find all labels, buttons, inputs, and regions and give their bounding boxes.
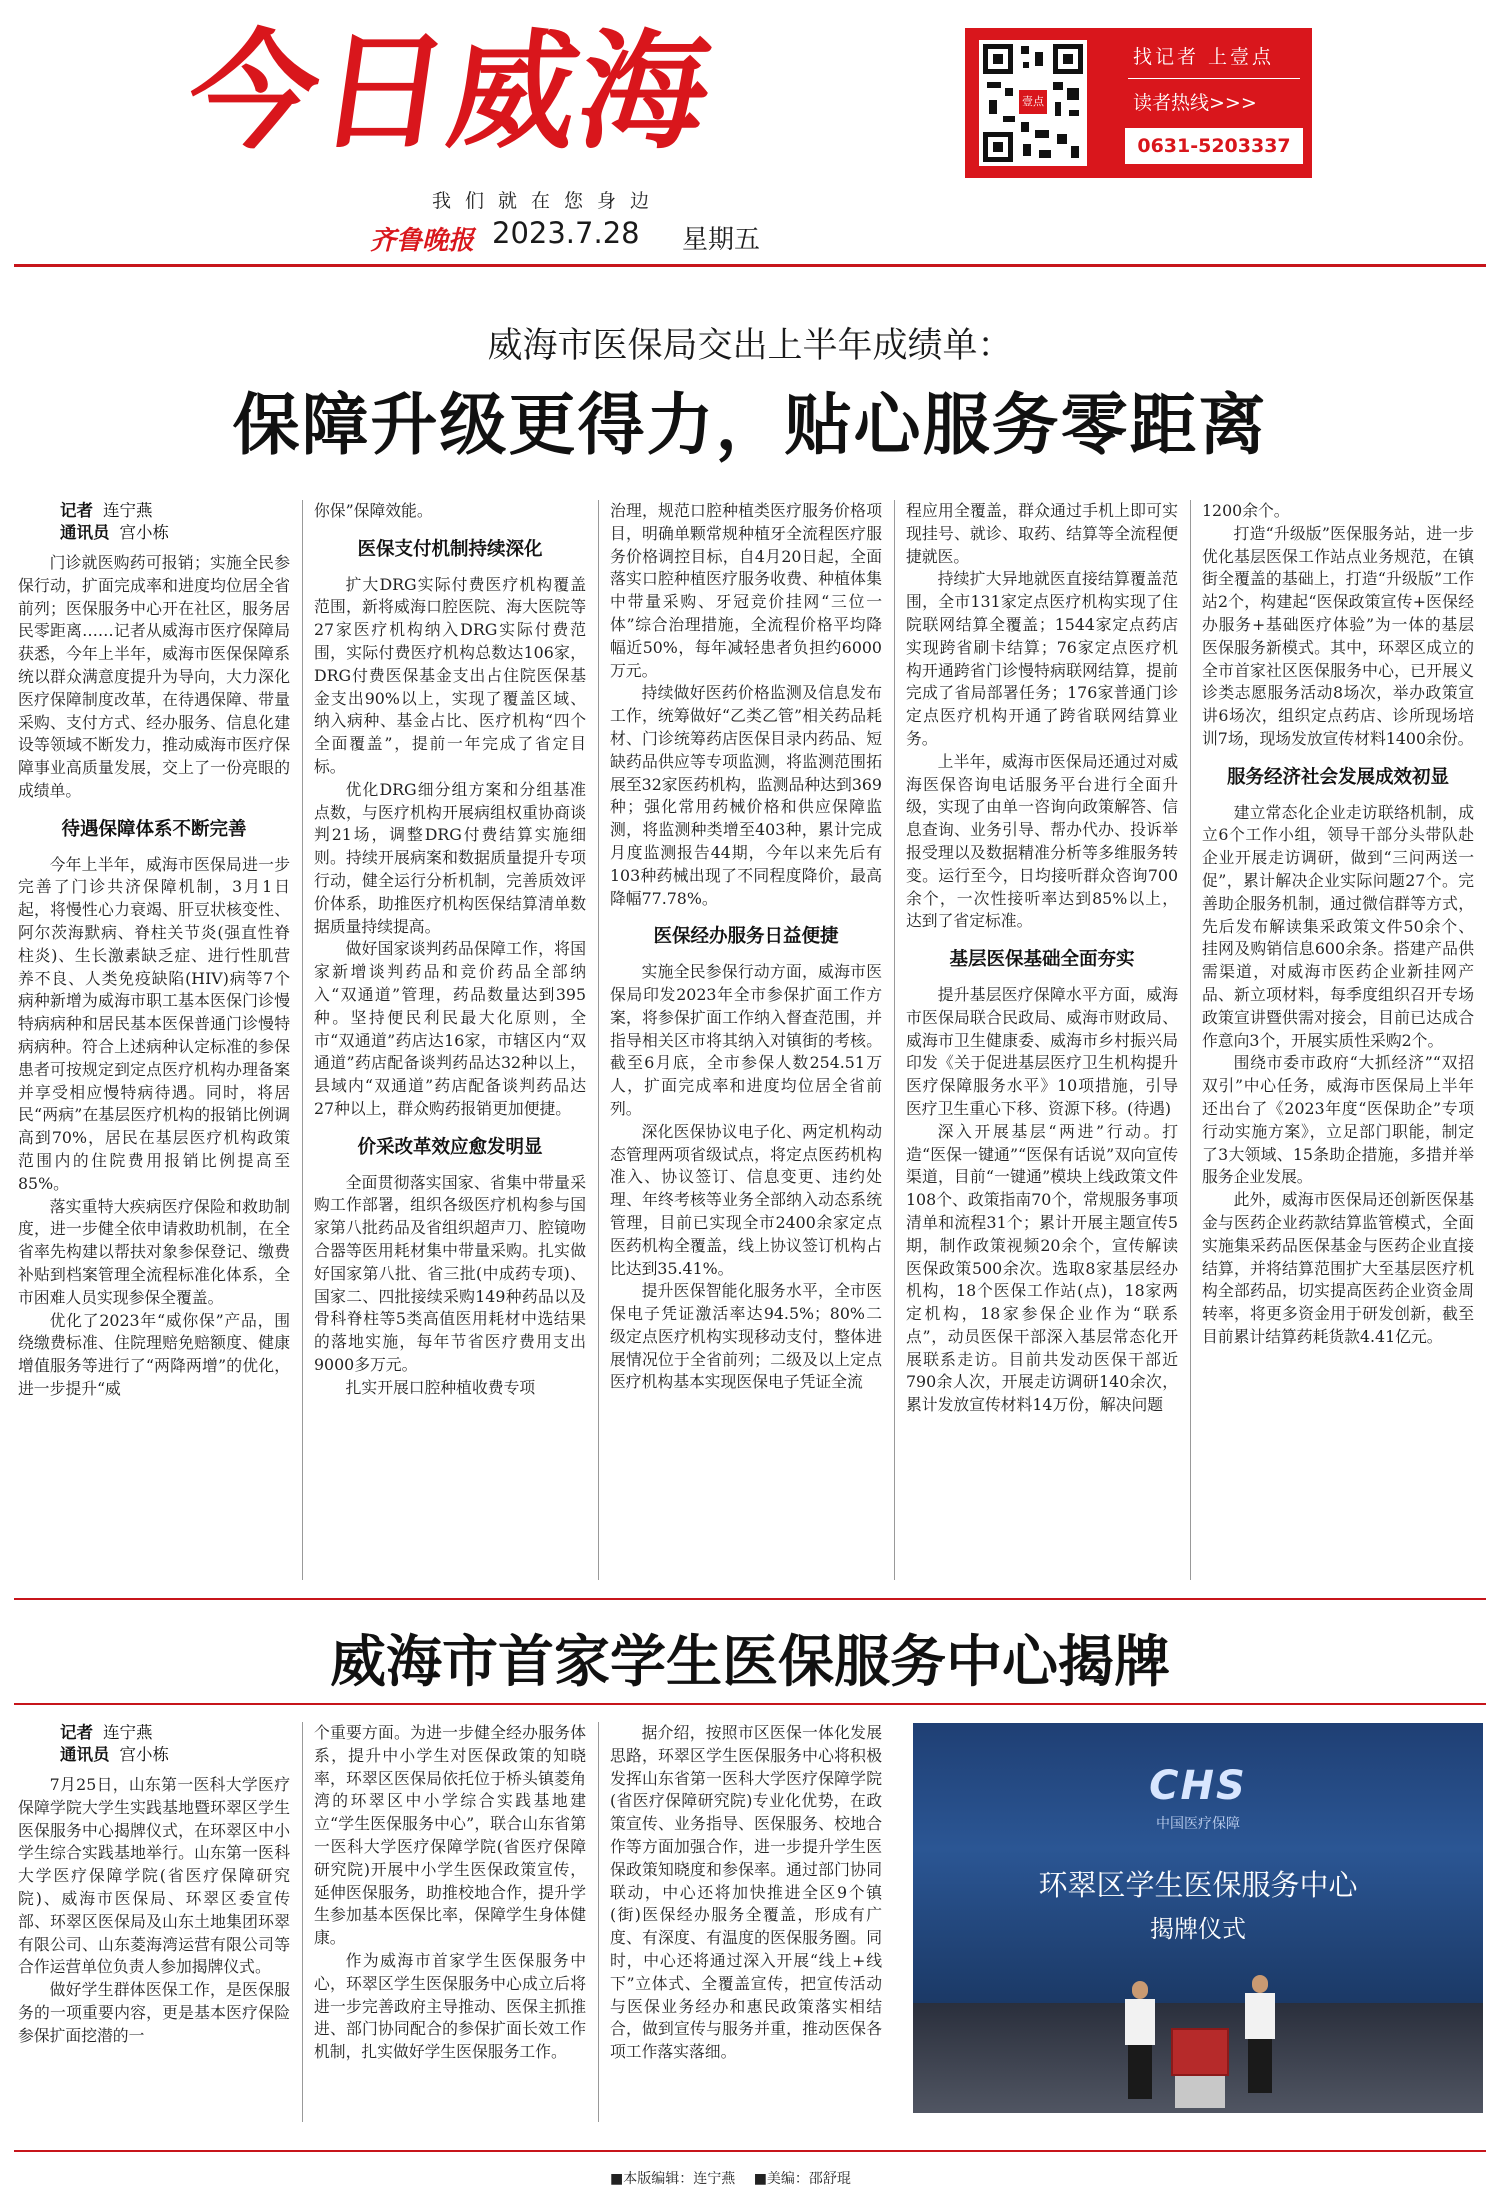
paragraph: 扩大DRG实际付费医疗机构覆盖范围，新将威海口腔医院、海大医院等27家医疗机构纳入DRG实际付费范围，实际付费医疗机构总数达106家，DRG付费医保基金支出占住院医保基金支出90%以上，实现了覆盖区域、纳入病种、基金占比、医疗机构“四个全面覆盖”，提前一年完成了省定目标。 bbox=[314, 574, 586, 776]
paragraph: 门诊就医购药可报销；实施全民参保行动，扩面完成率和进度均位居全省前列；医保服务中心开在社区，服务居民零距离……记者从威海市医疗保障局获悉，今年上半年，威海市医保保障系统以群众满意度提升为导向，大力深化医疗保障制度改革，在待遇保障、带量采购、支付方式、经办服务、信息化建设等领域不断发力，推动威海市医疗保障事业高质量发展，交上了一份亮眼的成绩单。 bbox=[18, 553, 290, 800]
contact-slogan: 找记者 上壹点 bbox=[1133, 46, 1275, 68]
byline-reporter: 记者 连宁燕 bbox=[60, 1723, 153, 1742]
column-divider bbox=[302, 500, 303, 1580]
paragraph: 1200余个。 bbox=[1202, 501, 1290, 520]
paragraph: 落实重特大疾病医疗保险和救助制度，进一步健全依申请救助机制，在全省率先构建以帮扶对象参保登记、缴费补贴到档案管理全流程标准化体系，全市困难人员实现参保全覆盖。 bbox=[18, 1196, 290, 1307]
section-rule bbox=[14, 1598, 1486, 1600]
paragraph: 扎实开展口腔种植收费专项 bbox=[345, 1377, 536, 1397]
masthead-rule bbox=[14, 264, 1486, 267]
paragraph: 全面贯彻落实国家、省集中带量采购工作部署，组织各级医疗机构参与国家第八批药品及省组织超声刀、腔镜吻合器等医用耗材集中带量采购。扎实做好国家第八批、省三批(中成药专项)、国家二、四批接续采购149种药品以及骨科脊柱等5类高值医用耗材中选结果的落地实施，每年节省医疗费用支出9000多万元。 bbox=[314, 1172, 586, 1374]
paragraph: 作为威海市首家学生医保服务中心，环翠区学生医保服务中心成立后将进一步完善政府主导推动、医保主抓推进、部门协同配合的参保扩面长效工作机制，扎实做好学生医保服务工作。 bbox=[314, 1950, 586, 2062]
editor-credit: ■本版编辑：连宁燕 bbox=[610, 2171, 736, 2187]
paragraph: 持续扩大异地就医直接结算覆盖范围，全市131家定点医疗机构实现了住院联网结算全覆盖；1544家定点药店实现跨省刷卡结算；76家定点医疗机构开通跨省门诊慢特病联网结算，提前完成了省局部署任务；176家普通门诊定点医疗机构开通了跨省联网结算业务。 bbox=[906, 569, 1178, 748]
column-divider bbox=[302, 1722, 303, 2122]
paragraph: 你保”保障效能。 bbox=[314, 501, 433, 520]
stage-screen bbox=[913, 1723, 1483, 2003]
article2-column-3 bbox=[610, 1722, 882, 2064]
masthead bbox=[0, 0, 1500, 262]
contact-divider bbox=[1128, 78, 1300, 79]
page-credits bbox=[610, 2168, 851, 2188]
paragraph: 做好国家谈判药品保障工作，将国家新增谈判药品和竞价药品全部纳入“双通道”管理，药品数量达到395种。坚持便民利民最大化原则，全市“双通道”药店达16家，市辖区内“双通道”药店配备谈判药品达32种以上，县域内“双通道”药店配备谈判药品达27种以上，群众购药报销更加便捷。 bbox=[314, 939, 586, 1118]
issue-weekday: 星期五 bbox=[682, 225, 761, 255]
person-icon bbox=[1123, 1981, 1157, 2099]
issue-date: 2023.7.28 bbox=[492, 216, 640, 250]
article2-column-2 bbox=[314, 1722, 586, 2064]
qr-code-icon[interactable] bbox=[979, 40, 1087, 166]
article1-column-1 bbox=[18, 500, 290, 1401]
subhead: 基层医保基础全面夯实 bbox=[949, 949, 1135, 971]
paragraph: 此外，威海市医保局还创新医保基金与医药企业药款结算监管模式，全面实施集采药品医保基金与医药企业直接结算，并将结算范围扩大至基层医疗机构全部药品，切实提高医药企业资金周转率，将更多资金用于研发创新，截至目前累计结算药耗货款4.41亿元。 bbox=[1202, 1190, 1474, 1346]
article2-column-1 bbox=[18, 1722, 290, 2048]
paragraph: 深入开展基层“两进”行动。打造“医保一键通”“医保有话说”双向宣传渠道，目前“一键通”模块上线政策文件108个、政策指南70个，常规服务事项清单和流程31个；累计开展主题宣传5期，制作政策视频20余个，宣传解读医保政策500余次。选取8家基层经办机构，18个医保工作站(点)，18家两定机构，18家参保企业作为“联系点”，动员医保干部深入基层常态化开展联系走访。目前共发动医保干部近790余人次，开展走访调研140余次，累计发放宣传材料14万份，解决问题 bbox=[906, 1121, 1178, 1415]
article1-column-2 bbox=[314, 500, 586, 1399]
reader-hotline-label: 读者热线>>> bbox=[1133, 92, 1257, 114]
paragraph: 围绕市委市政府“大抓经济”“双招双引”中心任务，威海市医保局上半年还出台了《2023年度“医保助企”专项行动实施方案》，立足部门职能，制定了3大领域、15条助企措施，多措并举服务企业发展。 bbox=[1202, 1053, 1474, 1187]
chs-logo-subtitle: 中国医疗保障 bbox=[1156, 1816, 1240, 1832]
byline-correspondent: 通讯员 宫小栋 bbox=[60, 523, 169, 542]
paragraph: 建立常态化企业走访联络机制，成立6个工作小组，领导干部分头带队赴企业开展走访调研，做到“三问两送一促”，累计解决企业实际问题27个。完善助企服务机制，通过微信群等方式，先后发布解读集采政策文件50余个、挂网及购销信息600余条。搭建产品供需渠道，对威海市医药企业新挂网产品、新立项材料，每季度组织召开专场政策宣讲暨供需对接会，目前已达成合作意向3个，开展实质性采购2个。 bbox=[1202, 802, 1474, 1050]
paragraph: 深化医保协议电子化、两定机构动态管理两项省级试点，将定点医药机构准入、协议签订、信息变更、违约处理、年终考核等业务全部纳入动态系统管理，目前已实现全市2400余家定点医药机构全覆盖，线上协议签订机构占比达到35.41%。 bbox=[610, 1121, 882, 1278]
article1-headline: 保障升级更得力，贴心服务零距离 bbox=[232, 386, 1268, 464]
byline-reporter: 记者 连宁燕 bbox=[60, 501, 153, 520]
paragraph: 提升基层医疗保障水平方面，威海市医保局联合民政局、威海市财政局、威海市卫生健康委、威海市乡村振兴局印发《关于促进基层医疗卫生机构提升医疗保障服务水平》10项措施，引导医疗卫生重心下移、资源下移。(待遇) bbox=[906, 984, 1178, 1118]
qr-badge: 壹点 bbox=[1019, 90, 1047, 114]
paragraph: 做好学生群体医保工作，是医保服务的一项重要内容，更是基本医疗保险参保扩面挖潜的一 bbox=[18, 1980, 290, 2045]
person-icon bbox=[1243, 1975, 1277, 2093]
paragraph: 打造“升级版”医保服务站，进一步优化基层医保工作站点业务规范，在镇街全覆盖的基础上，打造“升级版”工作站2个，构建起“医保政策宣传+医保经办服务+基础医疗体验”为一体的基层医保服务新模式。其中，环翠区成立的全市首家社区医保服务中心，已开展义诊类志愿服务活动8场次，举办政策宣讲6场次，组织定点药店、诊所现场培训7场，现场发放宣传材料1400余份。 bbox=[1202, 523, 1474, 748]
chs-logo: CHS bbox=[1149, 1763, 1247, 1809]
plaque-stand bbox=[1175, 2076, 1225, 2108]
paragraph: 治理，规范口腔种植类医疗服务价格项目，明确单颗常规种植牙全流程医疗服务价格调控目标，自4月20日起，全面落实口腔种植医疗服务收费、种植体集中带量采购、牙冠竞价挂网“三位一体”综合治理措施，全流程价格平均降幅近50%，每年减轻患者负担约6000万元。 bbox=[610, 501, 882, 680]
screen-title: 环翠区学生医保服务中心 bbox=[1038, 1868, 1358, 1902]
column-divider bbox=[1190, 500, 1191, 1580]
article1-column-5 bbox=[1202, 500, 1474, 1349]
paragraph: 7月25日，山东第一医科大学医疗保障学院大学生实践基地暨环翠区学生医保服务中心揭牌仪式，在环翠区中小学生综合实践基地举行。山东第一医科大学医疗保障学院(省医疗保障研究院)、威海市医保局、环翠区委宣传部、环翠区医保局及山东土地集团环翠有限公司、山东菱海湾运营有限公司等合作运营单位负责人参加揭牌仪式。 bbox=[18, 1775, 290, 1977]
subhead: 价采改革效应愈发明显 bbox=[357, 1136, 543, 1158]
ceremony-photo bbox=[913, 1723, 1483, 2113]
hotline-number[interactable]: 0631-5203337 bbox=[1125, 128, 1303, 164]
column-divider bbox=[894, 500, 895, 1580]
paper-name: 齐鲁晚报 bbox=[370, 226, 475, 256]
section-rule bbox=[14, 1703, 1486, 1705]
unveiled-plaque-icon bbox=[1171, 2028, 1229, 2076]
newspaper-logo: 今日威海 bbox=[179, 18, 721, 167]
article2-headline: 威海市首家学生医保服务中心揭牌 bbox=[330, 1630, 1170, 1695]
article1-column-3 bbox=[610, 500, 882, 1394]
article1-kicker: 威海市医保局交出上半年成绩单： bbox=[487, 326, 1013, 366]
slogan: 我们就在您身边 bbox=[432, 190, 664, 212]
column-divider bbox=[598, 1722, 599, 2122]
subhead: 医保经办服务日益便捷 bbox=[653, 926, 839, 948]
paragraph: 上半年，威海市医保局还通过对威海医保咨询电话服务平台进行全面升级，实现了由单一咨询向政策解答、信息查询、业务引导、帮办代办、投诉举报受理以及数据精准分析等多维服务转变。运行至今，日均接听群众咨询700余个，一次性接听率达到85%以上，达到了省定标准。 bbox=[906, 751, 1178, 931]
paragraph: 程应用全覆盖，群众通过手机上即可实现挂号、就诊、取药、结算等全流程便捷就医。 bbox=[906, 501, 1178, 566]
paragraph: 提升医保智能化服务水平，全市医保电子凭证激活率达94.5%；80%二级定点医疗机构实现移动支付，整体进展情况位于全省前列；二级及以上定点医疗机构基本实现医保电子凭证全流 bbox=[610, 1281, 882, 1392]
screen-caption: 揭牌仪式 bbox=[1150, 1915, 1246, 1943]
paragraph: 据介绍，按照市区医保一体化发展思路，环翠区学生医保服务中心将积极发挥山东省第一医科大学医疗保障学院(省医疗保障研究院)专业化优势，在政策宣传、业务指导、医保服务、校地合作等方面加强合作，进一步提升学生医保政策知晓度和参保率。通过部门协同联动，中心还将加快推进全区9个镇(街)医保经办服务全覆盖，形成有广度、有深度、有温度的医保服务圈。同时，中心还将通过深入开展“线上+线下”立体式、全覆盖宣传，把宣传活动与医保业务经办和惠民政策落实相结合，做到宣传与服务并重，推动医保各项工作落实落细。 bbox=[610, 1723, 882, 2062]
paragraph: 个重要方面。为进一步健全经办服务体系，提升中小学生对医保政策的知晓率，环翠区医保局依托位于桥头镇菱角湾的环翠区中小学综合实践基地建立“学生医保服务中心”，联合山东省第一医科大学医疗保障学院(省医疗保障研究院)开展中小学生医保政策宣传，延伸医保服务，助推校地合作，提升学生参加基本医保比率，保障学生身体健康。 bbox=[314, 1723, 586, 1948]
paragraph: 优化DRG细分组方案和分组基准点数，与医疗机构开展病组权重协商谈判21场，调整DRG付费结算实施细则。持续开展病案和数据质量提升专项行动，健全运行分析机制，完善质效评价体系，助推医疗机构医保结算清单数据质量持续提高。 bbox=[314, 779, 586, 936]
paragraph: 持续做好医药价格监测及信息发布工作，统筹做好“乙类乙管”相关药品耗材、门诊统筹药店医保目录内药品、短缺药品供应等专项监测，将监测范围拓展至32家医药机构，监测品种达到369种；强化常用药械价格和供应保障监测，将监测种类增至403种，累计完成月度监测报告44期，今年以来先后有103种药械出现了不同程度降价，最高降幅77.78%。 bbox=[610, 683, 882, 908]
paragraph: 今年上半年，威海市医保局进一步完善了门诊共济保障机制，3月1日起，将慢性心力衰竭、肝豆状核变性、阿尔茨海默病、脊柱关节炎(强直性脊柱炎)、生长激素缺乏症、进行性肌营养不良、人类免疫缺陷(HIV)病等7个病种新增为威海市职工基本医保门诊慢特病病种和居民基本医保普通门诊慢特病病种。符合上述病种认定标准的参保患者可按规定到定点医疗机构办理备案并享受相应慢特病待遇。同时，将居民“两病”在基层医疗机构的报销比例调高到70%，居民在基层医疗机构政策范围内的住院费用报销比例提高至85%。 bbox=[18, 854, 290, 1193]
subhead: 服务经济社会发展成效初显 bbox=[1226, 766, 1449, 788]
subhead: 待遇保障体系不断完善 bbox=[61, 818, 247, 840]
footer-rule bbox=[14, 2150, 1486, 2152]
paragraph: 实施全民参保行动方面，威海市医保局印发2023年全市参保扩面工作方案，将参保扩面工作纳入督查范围，并指导相关区市将其纳入对镇街的考核。截至6月底，全市参保人数254.51万人，扩面完成率和进度均位居全省前列。 bbox=[610, 962, 882, 1118]
column-divider bbox=[598, 500, 599, 1580]
article1-column-4 bbox=[906, 500, 1178, 1417]
contact-box bbox=[965, 28, 1312, 178]
paragraph: 优化了2023年“威你保”产品，围绕缴费标准、住院理赔免赔额度、健康增值服务等进行了“两降两增”的优化，进一步提升“威 bbox=[18, 1310, 290, 1398]
subhead: 医保支付机制持续深化 bbox=[357, 538, 543, 560]
byline-correspondent: 通讯员 宫小栋 bbox=[60, 1745, 169, 1764]
designer-credit: ■美编：邵舒琨 bbox=[753, 2171, 851, 2187]
